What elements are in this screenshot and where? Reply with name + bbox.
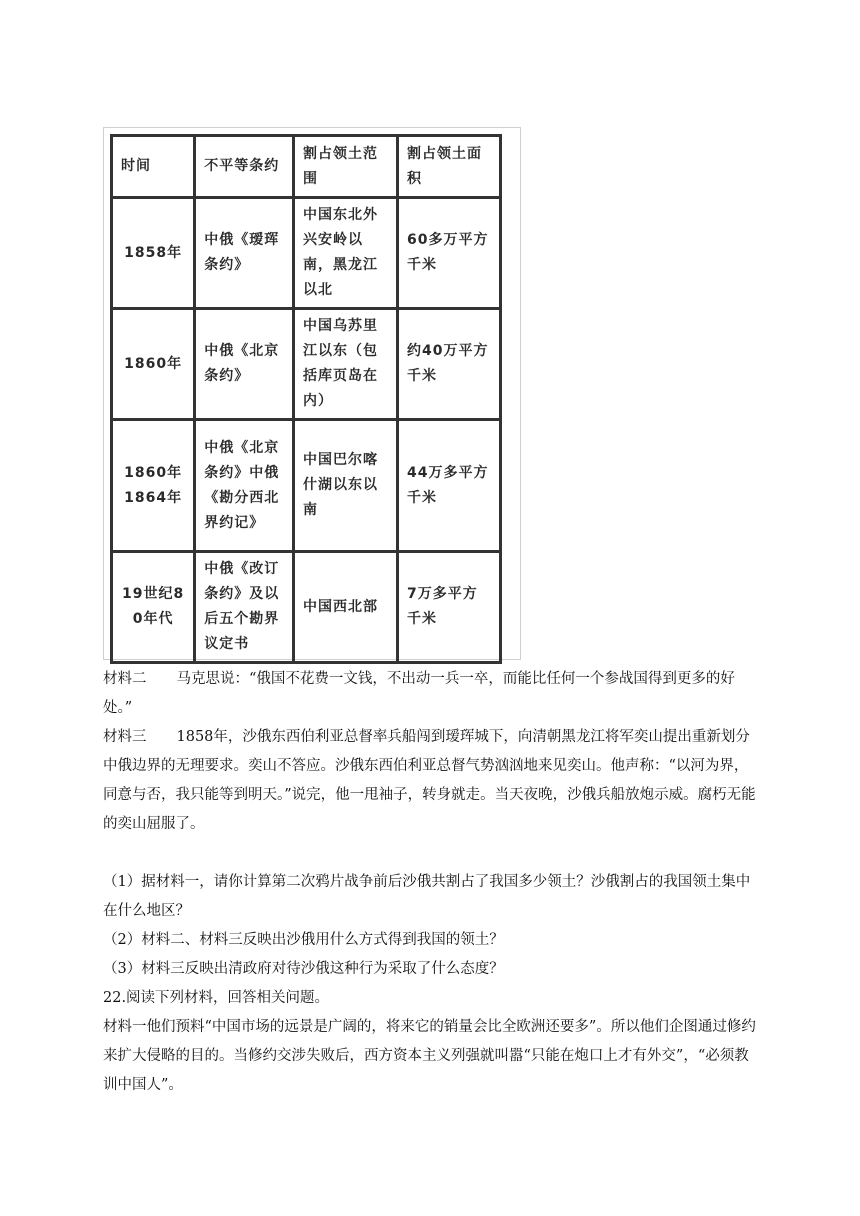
material-two-text: 马克思说：“俄国不花费一文钱，不出动一兵一卒，而能比任何一个参战国得到更多的好处。” [103, 671, 735, 716]
cell-time: 19世纪80年代 [112, 552, 195, 663]
cell-treaty: 中俄《瑷珲条约》 [195, 198, 294, 309]
material-three-text: 1858年，沙俄东西伯利亚总督率兵船闯到瑷珲城下，向清朝黑龙江将军奕山提出重新划分中俄边界的无理要求。奕山不答应。沙俄东西伯利亚总督气势汹汹地来见奕山。他声称：“以河为界，同意与否，我只能等到明天。”说完，他一甩袖子，转身就走。当天夜晚，沙俄兵船放炮示威。腐朽无能的奕山屈服了。 [103, 729, 756, 832]
header-scope: 割占领土范围 [294, 136, 398, 198]
table-row [112, 198, 501, 309]
question-3: （3）材料三反映出清政府对待沙俄这种行为采取了什么态度？ [103, 961, 504, 977]
treaty-table [110, 134, 502, 664]
cell-treaty: 中俄《北京条约》 [195, 309, 294, 420]
table-row [112, 552, 501, 663]
question-2: （2）材料二、材料三反映出沙俄用什么方式得到我国的领土？ [103, 932, 504, 948]
table-row [112, 420, 501, 552]
cell-scope: 中国乌苏里江以东（包括库页岛在内） [294, 309, 398, 420]
material-three [103, 723, 757, 839]
cell-time: 1860年1864年 [112, 420, 195, 552]
treaty-table-image [103, 127, 521, 660]
cell-scope: 中国西北部 [294, 552, 398, 663]
cell-scope: 中国巴尔喀什湖以东以南 [294, 420, 398, 552]
question-22-material: 材料一他们预料“中国市场的远景是广阔的，将来它的销量会比全欧洲还要多”。所以他们企图通过修约来扩大侵略的目的。当修约交涉失败后，西方资本主义列强就叫嚣“只能在炮口上才有外交”，“必须教训中国人”。 [103, 1019, 756, 1093]
header-treaty: 不平等条约 [195, 136, 294, 198]
cell-treaty: 中俄《改订条约》及以后五个勘界议定书 [195, 552, 294, 663]
material-two [103, 665, 757, 723]
question-list [103, 868, 757, 984]
header-area: 割占领土面积 [398, 136, 501, 198]
table-header-row [112, 136, 501, 198]
header-time: 时间 [112, 136, 195, 198]
cell-area: 7万多平方千米 [398, 552, 501, 663]
cell-treaty: 中俄《北京条约》中俄《勘分西北界约记》 [195, 420, 294, 552]
question-22-heading: 22.阅读下列材料，回答相关问题。 [103, 990, 330, 1006]
table-row [112, 309, 501, 420]
material-two-label: 材料二 [103, 671, 147, 687]
question-1: （1）据材料一，请你计算第二次鸦片战争前后沙俄共割占了我国多少领土？沙俄割占的我国领土集中在什么地区？ [103, 874, 751, 919]
cell-area: 约40万平方千米 [398, 309, 501, 420]
cell-area: 44万多平方千米 [398, 420, 501, 552]
cell-time: 1860年 [112, 309, 195, 420]
material-three-label: 材料三 [103, 729, 147, 745]
cell-scope: 中国东北外兴安岭以南，黑龙江以北 [294, 198, 398, 309]
cell-area: 60多万平方千米 [398, 198, 501, 309]
question-22 [103, 984, 757, 1100]
cell-time: 1858年 [112, 198, 195, 309]
